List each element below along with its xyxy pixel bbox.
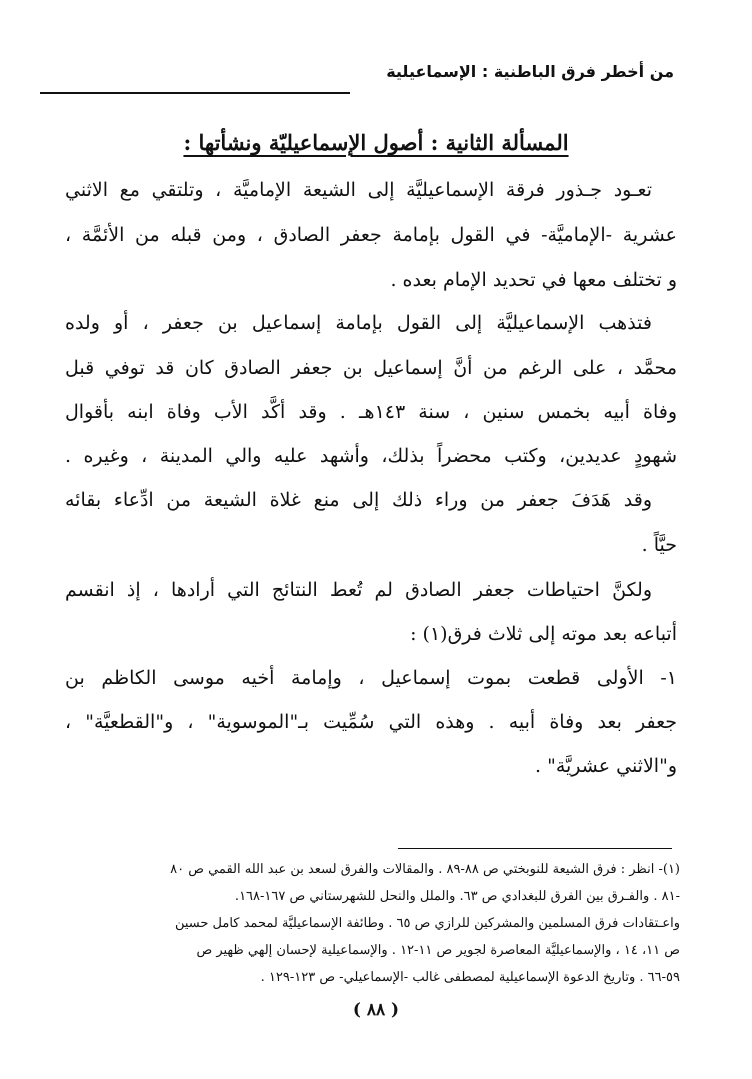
footnote-line: (١)- انظر : فرق الشيعة للنوبختي ص ٨٨-٨٩ . والمقالات والفرق لسعد بن عبد الله القمي ص ٨٠: [170, 862, 680, 877]
page-number: ( ٨٨ ): [352, 1000, 400, 1020]
body-line: جعفر بعد وفاة أبيه . وهذه التي سُمِّيت بـ"الموسوية" ، و"القطعيَّة" ،: [65, 711, 677, 733]
body-line: عشرية -الإماميَّة- في القول بإمامة جعفر الصادق ، ومن قبله من الأئمَّة ،: [65, 224, 677, 246]
body-line: شهودٍ عديدين، وكتب محضراً بذلك، وأشهد عليه والي المدينة ، وغيره .: [65, 445, 677, 467]
footnote-line: واعـتقادات فرق المسلمين والمشركين للرازي ص ٦٥ . وطائفة الإسماعيليَّة لمحمد كامل حسين: [174, 916, 680, 931]
body-line: ولكنَّ احتياطات جعفر الصادق لم تُعط النتائج التي أرادها ، إذ انقسم: [65, 579, 652, 601]
body-line: و تختلف معها في تحديد الإمام بعده .: [390, 269, 677, 291]
body-line: و"الاثني عشريَّة" .: [535, 755, 677, 777]
body-line: محمَّد ، على الرغم من أنَّ إسماعيل بن جعفر الصادق كان قد توفي قبل: [65, 357, 677, 379]
running-header-title: من أخطر فرق الباطنية : الإسماعيلية: [386, 62, 674, 81]
body-line: ١- الأولى قطعت بموت إسماعيل ، وإمامة أخيه موسى الكاظم بن: [65, 667, 677, 689]
body-line: أتباعه بعد موته إلى ثلاث فرق(١) :: [410, 623, 677, 645]
header-rule: [40, 92, 350, 94]
body-line: تعـود جـذور فرقة الإسماعيليَّة إلى الشيعة الإماميَّة ، وتلتقي مع الاثني: [65, 179, 652, 201]
section-title: المسألة الثانية : أصول الإسماعيليّة ونشأتها :: [183, 130, 569, 155]
body-line: حيَّاً .: [641, 534, 677, 556]
footnote-line: -٨١ . والفـرق بين الفرق للبغدادي ص ٦٣. والملل والنحل للشهرستاني ص ١٦٧-١٦٨.: [234, 889, 680, 904]
body-line: وفاة أبيه بخمس سنين ، سنة ١٤٣هـ . وقد أكَّد الأب وفاة ابنه بأقوال: [65, 401, 677, 423]
body-line: وقد هَدَفَ جعفر من وراء ذلك إلى منع غلاة الشيعة من ادِّعاء بقائه: [65, 489, 652, 511]
footnote-line: ص ١١، ١٤ ، والإسماعيليَّة المعاصرة لجوير ص ١١-١٢ . والإسماعيلية لإحسان إلهي ظهير ص: [196, 943, 680, 958]
footnote-rule: [398, 848, 672, 849]
footnote-line: ٥٩-٦٦ . وتاريخ الدعوة الإسماعيلية لمصطفى غالب -الإسماعيلي- ص ١٢٣-١٢٩ .: [260, 970, 680, 985]
body-line: فتذهب الإسماعيليَّة إلى القول بإمامة إسماعيل بن جعفر ، أو ولده: [65, 312, 652, 334]
